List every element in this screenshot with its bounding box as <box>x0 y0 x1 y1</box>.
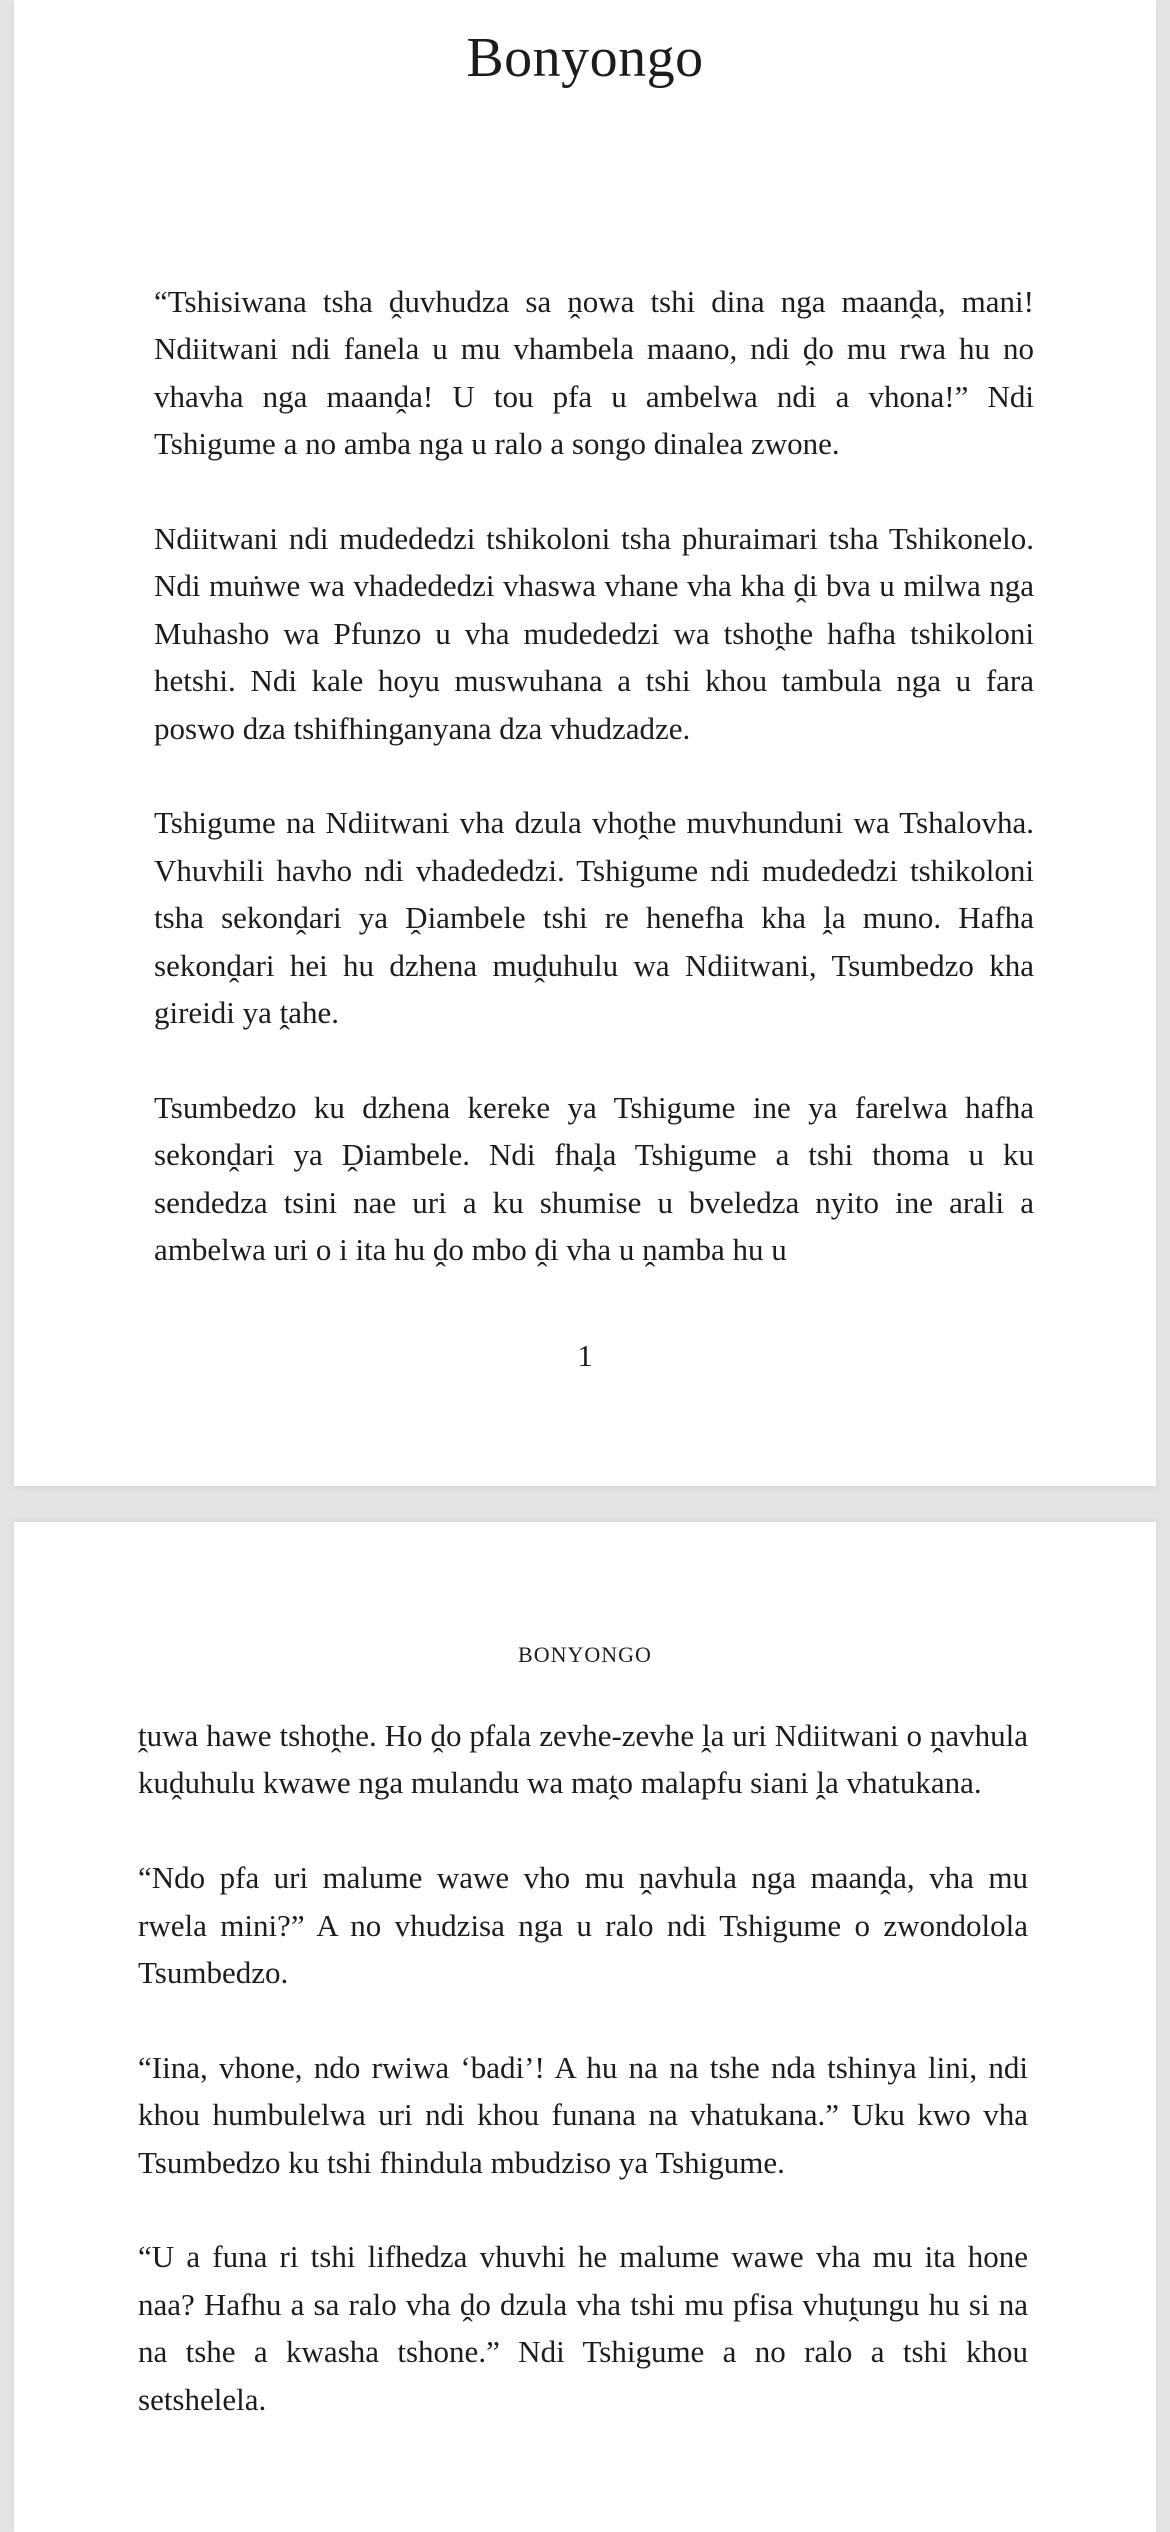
paragraph: “U a funa ri tshi lifhedza vhuvhi he malume wawe vha mu ita hone naa? Hafhu a sa ralo vha ḓo dzula vha tshi mu pfisa vhuṱungu hu si na na tshe a kwasha tshone.” Ndi Tshigume a no ralo a tshi khou setshelela. <box>138 2239 1028 2417</box>
page-2-body <box>138 1712 1028 2423</box>
paragraph: Tsumbedzo ku dzhena kereke ya Tshigume ine ya farelwa hafha sekonḓari ya Ḓiambele. Ndi fhaḽa Tshigume a tshi thoma u ku sendedza tsini nae uri a ku shumise u bveledza nyito ine arali a ambelwa uri o i ita hu ḓo mbo ḓi vha u ṋamba hu u <box>154 1089 1034 1268</box>
page-number: 1 <box>577 1338 593 1373</box>
page-2 <box>14 1522 1156 2532</box>
running-head: BONYONGO <box>518 1642 652 1667</box>
paragraph: “Ndo pfa uri malume wawe vho mu ṋavhula nga maanḓa, vha mu rwela mini?” A no vhudzisa nga u ralo ndi Tshigume o zwondolola Tsumbedzo. <box>138 1860 1028 1991</box>
paragraph: ṱuwa hawe tshoṱhe. Ho ḓo pfala zevhe-zevhe ḽa uri Ndiitwani o ṋavhula kuḓuhulu kwawe nga mulandu wa maṱo malapfu siani ḽa vhatukana. <box>138 1718 1028 1801</box>
paragraph: Ndiitwani ndi mudededzi tshikoloni tsha phuraimari tsha Tshikonelo. Ndi muṅwe wa vhadededzi vhaswa vhane vha kha ḓi bva u milwa nga Muhasho wa Pfunzo u vha mudededzi wa tshoṱhe hafha tshikoloni hetshi. Ndi kale hoyu muswuhana a tshi khou tambula nga u fara poswo dza tshifhinganyana dza vhudzadze. <box>154 521 1034 746</box>
page-1-body <box>154 278 1034 1273</box>
paragraph: “Tshisiwana tsha ḓuvhudza sa ṋowa tshi dina nga maanḓa, mani! Ndiitwani ndi fanela u mu vhambela maano, ndi ḓo mu rwa hu no vhavha nga maanḓa! U tou pfa u ambelwa ndi a vhona!” Ndi Tshigume a no amba nga u ralo a songo dinalea zwone. <box>154 284 1034 462</box>
paragraph: “Iina, vhone, ndo rwiwa ‘badi’! A hu na na tshe nda tshinya lini, ndi khou humbulelwa uri ndi khou funana na vhatukana.” Uku kwo vha Tsumbedzo ku tshi fhindula mbudziso ya Tshigume. <box>138 2049 1028 2180</box>
chapter-title: Bonyongo <box>466 27 704 89</box>
paragraph: Tshigume na Ndiitwani vha dzula vhoṱhe muvhunduni wa Tshalovha. Vhuvhili havho ndi vhadededzi. Tshigume ndi mudededzi tshikoloni tsha sekonḓari ya Ḓiambele tshi re henefha kha ḽa muno. Hafha sekonḓari hei hu dzhena muḓuhulu wa Ndiitwani, Tsumbedzo kha gireidi ya ṱahe. <box>154 805 1034 1031</box>
page-1 <box>14 0 1156 1486</box>
